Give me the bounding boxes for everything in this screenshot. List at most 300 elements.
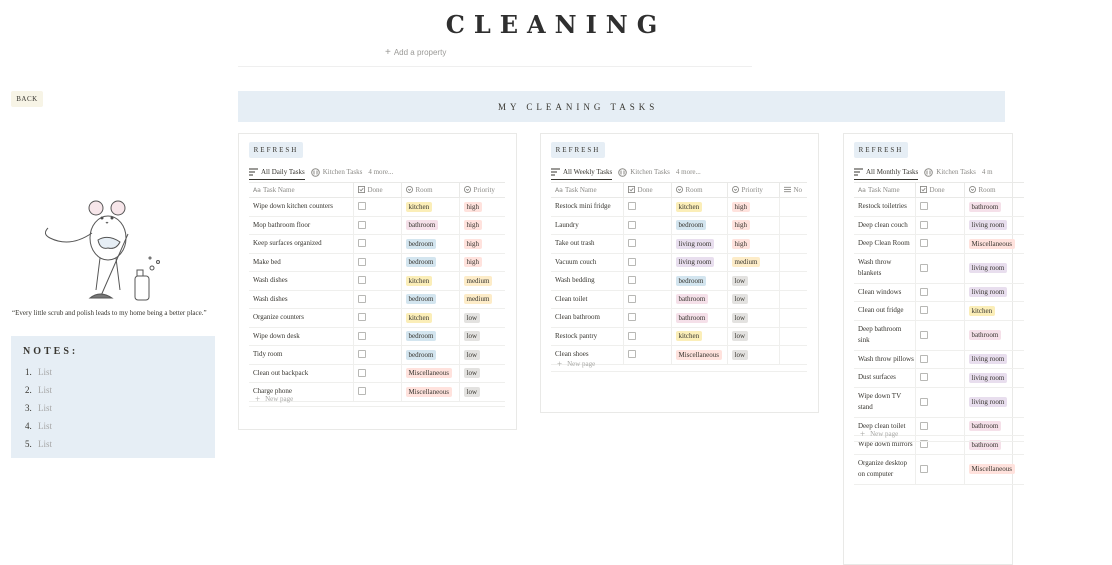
table-view-icon	[551, 168, 560, 176]
room-cell[interactable]	[964, 235, 1024, 254]
priority-tag: high	[732, 220, 750, 230]
done-cell[interactable]	[353, 364, 401, 383]
task-name-cell[interactable]: Clean out fridge	[854, 302, 915, 321]
room-cell[interactable]	[964, 216, 1024, 235]
task-name-cell[interactable]: Keep surfaces organized	[249, 235, 353, 254]
list-item[interactable]: 1. List	[25, 367, 53, 377]
table-row[interactable]	[249, 216, 505, 235]
column-header-priority[interactable]: Priority	[459, 183, 505, 198]
task-name-cell[interactable]: Wash throw blankets	[854, 253, 915, 283]
table-row[interactable]	[249, 364, 505, 383]
checkbox-icon	[358, 186, 365, 193]
done-checkbox[interactable]	[358, 295, 366, 303]
done-checkbox[interactable]	[628, 295, 636, 303]
mouse-cleaning-illustration	[40, 198, 170, 308]
done-checkbox[interactable]	[628, 202, 636, 210]
room-cell[interactable]	[964, 350, 1024, 369]
done-cell[interactable]	[623, 309, 671, 328]
text-icon	[253, 186, 260, 193]
room-tag: kitchen	[406, 276, 433, 286]
done-cell[interactable]	[915, 320, 964, 350]
task-name-cell[interactable]: Clean shoes	[551, 346, 623, 365]
tab-kitchen-tasks[interactable]: Kitchen Tasks	[618, 164, 670, 180]
task-name-cell[interactable]: Wash dishes	[249, 272, 353, 291]
room-cell[interactable]	[671, 272, 727, 291]
done-cell[interactable]	[353, 198, 401, 217]
table-row[interactable]	[854, 198, 1024, 217]
room-tag: kitchen	[406, 202, 433, 212]
room-tag: bedroom	[676, 220, 707, 230]
room-tag: bathroom	[676, 294, 709, 304]
room-cell[interactable]	[401, 198, 459, 217]
task-name-cell[interactable]: Vacuum couch	[551, 253, 623, 272]
task-name-cell[interactable]: Restock mini fridge	[551, 198, 623, 217]
priority-cell[interactable]	[727, 327, 779, 346]
table-row[interactable]	[854, 216, 1024, 235]
done-cell[interactable]	[353, 346, 401, 365]
priority-tag: low	[464, 313, 481, 323]
task-name-cell[interactable]: Wash dishes	[249, 290, 353, 309]
done-cell[interactable]	[353, 327, 401, 346]
priority-cell[interactable]	[459, 235, 505, 254]
plus-icon: +	[385, 47, 391, 58]
room-cell[interactable]	[964, 387, 1024, 417]
table-header	[551, 183, 807, 198]
new-page-button[interactable]: + New page	[551, 356, 807, 372]
table-row[interactable]	[249, 327, 505, 346]
room-tag: bedroom	[406, 239, 437, 249]
done-cell[interactable]	[915, 198, 964, 217]
task-name-cell[interactable]: Clean toilet	[551, 290, 623, 309]
done-checkbox[interactable]	[920, 373, 928, 381]
table-row[interactable]	[854, 454, 1024, 484]
done-cell[interactable]	[623, 235, 671, 254]
done-checkbox[interactable]	[358, 276, 366, 284]
room-cell[interactable]	[671, 235, 727, 254]
room-cell[interactable]	[671, 309, 727, 328]
svg-text:Aa: Aa	[555, 187, 563, 195]
priority-tag: high	[732, 239, 750, 249]
done-checkbox[interactable]	[358, 221, 366, 229]
room-tag: bathroom	[969, 202, 1002, 212]
plus-icon: +	[557, 358, 563, 369]
done-checkbox[interactable]	[920, 465, 928, 473]
room-tag: living room	[969, 397, 1008, 407]
done-checkbox[interactable]	[628, 239, 636, 247]
done-cell[interactable]	[353, 235, 401, 254]
table-row[interactable]	[249, 290, 505, 309]
refresh-button[interactable]: REFRESH	[249, 142, 303, 158]
list-item[interactable]: 4. List	[25, 421, 53, 431]
extra-cell[interactable]	[779, 198, 807, 217]
priority-tag: high	[464, 220, 482, 230]
room-cell[interactable]	[671, 216, 727, 235]
task-board	[540, 133, 819, 413]
priority-cell[interactable]	[459, 216, 505, 235]
done-cell[interactable]	[915, 235, 964, 254]
priority-tag: low	[464, 368, 481, 378]
room-cell[interactable]	[401, 253, 459, 272]
room-tag: Miscellaneous	[969, 239, 1015, 249]
room-cell[interactable]	[401, 290, 459, 309]
priority-tag: medium	[464, 276, 493, 286]
table-row[interactable]	[854, 302, 1024, 321]
plus-icon: +	[255, 393, 261, 404]
divider	[238, 66, 752, 67]
task-name-cell[interactable]: Laundry	[551, 216, 623, 235]
done-checkbox[interactable]	[920, 239, 928, 247]
tab-all-tasks[interactable]: All Monthly Tasks	[854, 164, 918, 180]
column-header-done[interactable]: Done	[353, 183, 401, 198]
priority-tag: low	[732, 276, 749, 286]
done-checkbox[interactable]	[358, 332, 366, 340]
table-row[interactable]	[551, 253, 807, 272]
done-cell[interactable]	[353, 290, 401, 309]
notes-callout	[11, 336, 215, 458]
extra-cell[interactable]	[779, 327, 807, 346]
tab-all-tasks[interactable]: All Daily Tasks	[249, 164, 305, 180]
room-cell[interactable]	[964, 283, 1024, 302]
room-tag: living room	[969, 287, 1008, 297]
room-cell[interactable]	[401, 327, 459, 346]
done-checkbox[interactable]	[920, 331, 928, 339]
kitchen-icon	[924, 168, 933, 177]
page-title: CLEANING	[445, 10, 667, 39]
more-views-button[interactable]: 4 m	[981, 168, 993, 176]
table-row[interactable]	[854, 253, 1024, 283]
done-cell[interactable]	[353, 272, 401, 291]
task-name-cell[interactable]: Tidy room	[249, 346, 353, 365]
column-header-priority[interactable]: Priority	[727, 183, 779, 198]
task-name-cell[interactable]: Make bed	[249, 253, 353, 272]
room-cell[interactable]	[964, 320, 1024, 350]
room-tag: bathroom	[969, 440, 1002, 450]
list-item[interactable]: 5. List	[25, 439, 53, 449]
room-tag: bedroom	[406, 257, 437, 267]
priority-cell[interactable]	[727, 216, 779, 235]
table-view-icon	[249, 168, 258, 176]
priority-tag: low	[464, 350, 481, 360]
priority-cell[interactable]	[459, 290, 505, 309]
priority-cell[interactable]	[459, 364, 505, 383]
done-checkbox[interactable]	[920, 264, 928, 272]
done-checkbox[interactable]	[920, 221, 928, 229]
kitchen-icon	[618, 168, 627, 177]
priority-cell[interactable]	[727, 309, 779, 328]
room-tag: kitchen	[406, 313, 433, 323]
priority-cell[interactable]	[727, 198, 779, 217]
room-cell[interactable]	[671, 253, 727, 272]
task-name-cell[interactable]: Take out trash	[551, 235, 623, 254]
done-checkbox[interactable]	[628, 276, 636, 284]
priority-tag: high	[464, 257, 482, 267]
room-cell[interactable]	[964, 454, 1024, 484]
back-button[interactable]: BACK	[11, 91, 43, 107]
task-name-cell[interactable]: Wash throw pillows	[854, 350, 915, 369]
task-name-cell[interactable]: Restock toiletries	[854, 198, 915, 217]
svg-text:Aa: Aa	[858, 187, 866, 195]
priority-cell[interactable]	[727, 253, 779, 272]
done-checkbox[interactable]	[920, 355, 928, 363]
room-tag: Miscellaneous	[969, 464, 1015, 474]
room-tag: living room	[676, 257, 715, 267]
priority-cell[interactable]	[459, 253, 505, 272]
extra-cell[interactable]	[779, 235, 807, 254]
task-name-cell[interactable]: Clean out backpack	[249, 364, 353, 383]
table-row[interactable]	[249, 198, 505, 217]
table-row[interactable]	[249, 235, 505, 254]
done-checkbox[interactable]	[628, 332, 636, 340]
tab-kitchen-tasks[interactable]: Kitchen Tasks	[311, 164, 363, 180]
more-views-button[interactable]: 4 more...	[675, 168, 701, 176]
new-page-button[interactable]: + New page	[854, 426, 1024, 442]
add-property-label: Add a property	[393, 48, 447, 57]
done-cell[interactable]	[353, 309, 401, 328]
table-row[interactable]	[551, 216, 807, 235]
done-checkbox[interactable]	[920, 288, 928, 296]
room-cell[interactable]	[671, 198, 727, 217]
column-header-room[interactable]: Room	[401, 183, 459, 198]
task-table	[551, 182, 807, 365]
table-row[interactable]	[551, 327, 807, 346]
task-table	[249, 182, 505, 402]
task-name-cell[interactable]: Deep Clean Room	[854, 235, 915, 254]
done-cell[interactable]	[915, 253, 964, 283]
task-name-cell[interactable]: Charge phone	[249, 383, 353, 402]
room-cell[interactable]	[964, 302, 1024, 321]
new-page-button[interactable]: + New page	[249, 391, 505, 407]
done-cell[interactable]	[915, 283, 964, 302]
table-row[interactable]	[551, 235, 807, 254]
done-checkbox[interactable]	[628, 221, 636, 229]
room-tag: living room	[969, 373, 1008, 383]
notes-heading: NOTES:	[23, 346, 79, 357]
priority-tag: low	[732, 313, 749, 323]
select-icon	[969, 186, 976, 193]
text-icon	[858, 186, 865, 193]
priority-tag: high	[464, 239, 482, 249]
room-cell[interactable]	[401, 235, 459, 254]
room-tag: living room	[676, 239, 715, 249]
done-checkbox[interactable]	[628, 313, 636, 321]
task-name-cell[interactable]: Organize counters	[249, 309, 353, 328]
done-cell[interactable]	[623, 198, 671, 217]
priority-tag: low	[732, 350, 749, 360]
done-cell[interactable]	[915, 369, 964, 388]
task-name-cell[interactable]: Organize desktop on computer	[854, 454, 915, 484]
room-tag: bedroom	[676, 276, 707, 286]
task-name-cell[interactable]: Restock pantry	[551, 327, 623, 346]
task-name-cell[interactable]: Deep clean toilet	[854, 417, 915, 436]
table-row[interactable]	[854, 235, 1024, 254]
quote-text: “Every little scrub and polish leads to my home being a better place.”	[12, 309, 207, 317]
table-row[interactable]	[854, 369, 1024, 388]
done-checkbox[interactable]	[358, 369, 366, 377]
table-row[interactable]	[854, 350, 1024, 369]
room-tag: bedroom	[406, 294, 437, 304]
checkbox-icon	[628, 186, 635, 193]
list-item[interactable]: 3. List	[25, 403, 53, 413]
table-row[interactable]	[551, 290, 807, 309]
priority-cell[interactable]	[459, 327, 505, 346]
table-row[interactable]	[854, 387, 1024, 417]
extra-cell[interactable]	[779, 216, 807, 235]
priority-tag: high	[464, 202, 482, 212]
column-header-room[interactable]: Room	[964, 183, 1024, 198]
room-tag: living room	[969, 220, 1008, 230]
done-checkbox[interactable]	[628, 258, 636, 266]
view-tabs	[551, 164, 707, 180]
done-cell[interactable]	[915, 302, 964, 321]
done-cell[interactable]	[623, 253, 671, 272]
table-row[interactable]	[249, 309, 505, 328]
table-row[interactable]	[551, 309, 807, 328]
table-row[interactable]	[551, 198, 807, 217]
extra-cell[interactable]	[779, 253, 807, 272]
room-cell[interactable]	[401, 216, 459, 235]
column-header-name[interactable]: Aa Task Name	[249, 183, 353, 198]
done-checkbox[interactable]	[920, 398, 928, 406]
column-header-room[interactable]: Room	[671, 183, 727, 198]
room-tag: kitchen	[676, 331, 703, 341]
room-cell[interactable]	[671, 290, 727, 309]
more-views-button[interactable]: 4 more...	[368, 168, 394, 176]
select-icon	[406, 186, 413, 193]
task-name-cell[interactable]: Deep clean couch	[854, 216, 915, 235]
done-checkbox[interactable]	[358, 202, 366, 210]
text-icon	[555, 186, 562, 193]
table-row[interactable]	[854, 320, 1024, 350]
done-cell[interactable]	[915, 387, 964, 417]
column-header-done[interactable]: Done	[915, 183, 964, 198]
done-cell[interactable]	[353, 216, 401, 235]
view-tabs	[854, 164, 999, 180]
room-cell[interactable]	[671, 327, 727, 346]
done-cell[interactable]	[915, 350, 964, 369]
task-name-cell[interactable]: Wipe down TV stand	[854, 387, 915, 417]
room-tag: kitchen	[969, 306, 996, 316]
room-tag: bathroom	[676, 313, 709, 323]
done-cell[interactable]	[623, 272, 671, 291]
priority-tag: medium	[732, 257, 761, 267]
table-row[interactable]	[854, 283, 1024, 302]
room-tag: living room	[969, 263, 1008, 273]
priority-cell[interactable]	[727, 290, 779, 309]
tab-all-tasks[interactable]: All Weekly Tasks	[551, 164, 612, 180]
select-icon	[676, 186, 683, 193]
select-icon	[464, 186, 471, 193]
task-name-cell[interactable]: Dust surfaces	[854, 369, 915, 388]
priority-tag: low	[732, 331, 749, 341]
priority-tag: medium	[464, 294, 493, 304]
list-icon	[784, 186, 791, 193]
done-cell[interactable]	[623, 216, 671, 235]
done-checkbox[interactable]	[358, 239, 366, 247]
done-checkbox[interactable]	[358, 313, 366, 321]
priority-cell[interactable]	[459, 272, 505, 291]
table-row[interactable]	[249, 272, 505, 291]
done-cell[interactable]	[623, 327, 671, 346]
room-tag: bedroom	[406, 331, 437, 341]
task-name-cell[interactable]: Clean windows	[854, 283, 915, 302]
priority-tag: low	[464, 387, 481, 397]
table-row[interactable]	[551, 272, 807, 291]
room-cell[interactable]	[401, 346, 459, 365]
column-header-done[interactable]: Done	[623, 183, 671, 198]
column-header-extra[interactable]: No	[779, 183, 807, 198]
priority-tag: low	[464, 331, 481, 341]
room-cell[interactable]	[964, 253, 1024, 283]
done-checkbox[interactable]	[358, 350, 366, 358]
room-tag: bathroom	[969, 421, 1002, 431]
priority-cell[interactable]	[459, 198, 505, 217]
room-cell[interactable]	[964, 369, 1024, 388]
notes-list	[25, 363, 52, 453]
refresh-button[interactable]: REFRESH	[551, 142, 605, 158]
room-cell[interactable]	[401, 272, 459, 291]
room-cell[interactable]	[401, 309, 459, 328]
priority-cell[interactable]	[459, 346, 505, 365]
done-cell[interactable]	[915, 454, 964, 484]
task-board	[238, 133, 517, 430]
done-checkbox[interactable]	[920, 306, 928, 314]
task-name-cell[interactable]: Deep bathroom sink	[854, 320, 915, 350]
tab-kitchen-tasks[interactable]: Kitchen Tasks	[924, 164, 976, 180]
priority-cell[interactable]	[727, 235, 779, 254]
table-header	[854, 183, 1024, 198]
svg-text:Aa: Aa	[253, 187, 261, 195]
add-property-button[interactable]	[385, 47, 446, 58]
done-cell[interactable]	[915, 216, 964, 235]
room-cell[interactable]	[964, 198, 1024, 217]
room-tag: bathroom	[969, 330, 1002, 340]
done-cell[interactable]	[623, 290, 671, 309]
column-header-name[interactable]: Aa Task Name	[854, 183, 915, 198]
priority-cell[interactable]	[459, 309, 505, 328]
extra-cell[interactable]	[779, 290, 807, 309]
column-header-name[interactable]: Aa Task Name	[551, 183, 623, 198]
refresh-button[interactable]: REFRESH	[854, 142, 908, 158]
checkbox-icon	[920, 186, 927, 193]
priority-tag: low	[732, 294, 749, 304]
done-cell[interactable]	[353, 253, 401, 272]
extra-cell[interactable]	[779, 309, 807, 328]
table-view-icon	[854, 168, 863, 176]
priority-cell[interactable]	[727, 272, 779, 291]
task-name-cell[interactable]: Mop bathroom floor	[249, 216, 353, 235]
room-tag: bedroom	[406, 350, 437, 360]
task-name-cell[interactable]: Wipe down desk	[249, 327, 353, 346]
task-name-cell[interactable]: Clean bathroom	[551, 309, 623, 328]
done-checkbox[interactable]	[920, 202, 928, 210]
table-row[interactable]	[249, 346, 505, 365]
view-tabs	[249, 164, 399, 180]
extra-cell[interactable]	[779, 272, 807, 291]
task-name-cell[interactable]: Wash bedding	[551, 272, 623, 291]
task-name-cell[interactable]: Wipe down kitchen counters	[249, 198, 353, 217]
task-board	[843, 133, 1013, 565]
section-banner-title: MY CLEANING TASKS	[498, 101, 659, 112]
room-cell[interactable]	[401, 364, 459, 383]
list-item[interactable]: 2. List	[25, 385, 53, 395]
priority-tag: high	[732, 202, 750, 212]
section-banner	[238, 91, 1005, 122]
table-row[interactable]	[249, 253, 505, 272]
room-tag: bathroom	[406, 220, 439, 230]
select-icon	[732, 186, 739, 193]
done-checkbox[interactable]	[358, 258, 366, 266]
task-name-cell[interactable]: Wipe down mirrors	[854, 436, 915, 455]
